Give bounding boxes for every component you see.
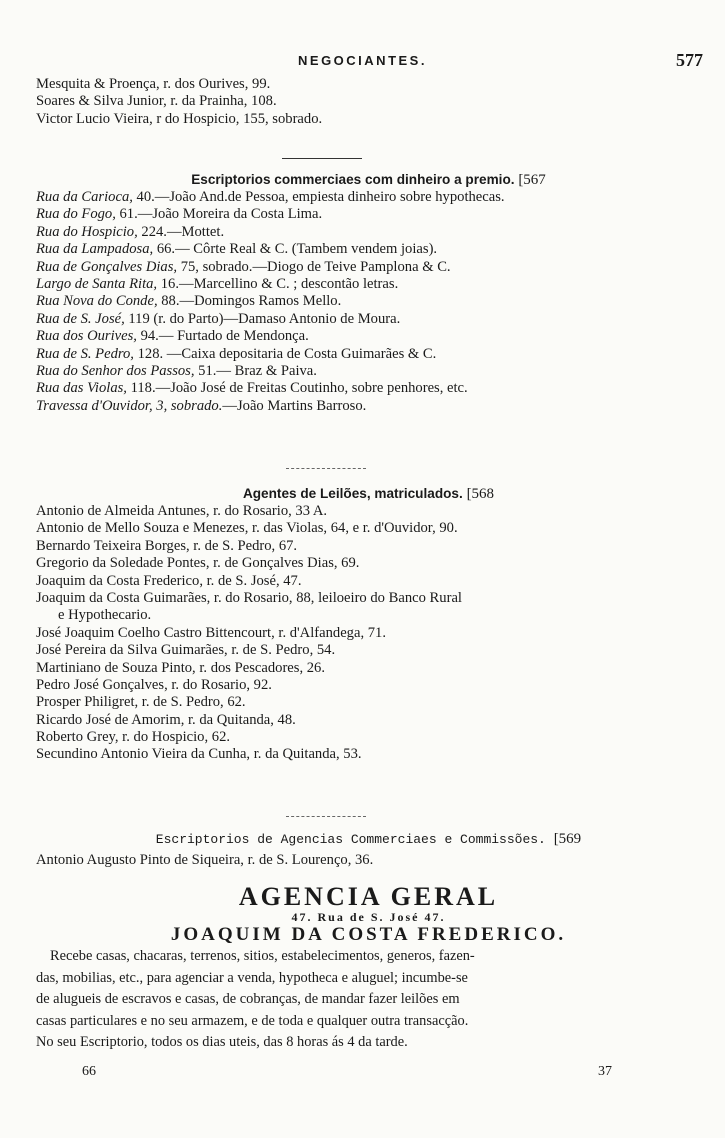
divider <box>286 816 366 818</box>
signature-mark-right: 37 <box>598 1064 612 1079</box>
list-item: Ricardo José de Amorim, r. da Quitanda, 48. <box>36 711 296 728</box>
paragraph-line: de alugueis de escravos e casas, de cobranças, de mandar fazer leilões em <box>36 991 460 1008</box>
street-name: Rua dos Ourives, <box>36 328 137 345</box>
street-name: Rua de Gonçalves Dias, <box>36 258 178 275</box>
street-name: Rua das Violas, <box>36 380 127 397</box>
entry-text: 118.—João José de Freitas Coutinho, sobre penhores, etc. <box>126 380 468 397</box>
section-premio <box>36 170 701 415</box>
list-item: José Joaquim Coelho Castro Bittencourt, r. d'Alfandega, 71. <box>36 624 386 641</box>
list-item: e Hypothecario. <box>58 607 152 624</box>
list-item: Antonio de Mello Souza e Menezes, r. das Violas, 64, e r. d'Ouvidor, 90. <box>36 520 458 537</box>
paragraph-line: No seu Escriptorio, todos os dias uteis, das 8 horas ás 4 da tarde. <box>36 1034 408 1051</box>
list-item: José Pereira da Silva Guimarães, r. de S. Pedro, 54. <box>36 642 336 659</box>
entry-text: 61.—João Moreira da Costa Lima. <box>115 206 323 223</box>
running-title: NEGOCIANTES. <box>298 53 427 68</box>
list-item: Antonio de Almeida Antunes, r. do Rosario, 33 A. <box>36 503 328 519</box>
list-item: Antonio Augusto Pinto de Siqueira, r. de S. Lourenço, 36. <box>36 852 374 868</box>
list-item: Mesquita & Proença, r. dos Ourives, 99. <box>36 76 271 92</box>
list-item: Prosper Philigret, r. de S. Pedro, 62. <box>36 694 246 711</box>
entry-text: 88.—Domingos Ramos Mello. <box>157 293 342 310</box>
page-header <box>0 50 725 72</box>
entry-text: 224.—Mottet. <box>137 223 225 240</box>
list-item: Bernardo Teixeira Borges, r. de S. Pedro, 67. <box>36 537 298 554</box>
list-item: Joaquim da Costa Frederico, r. de S. José, 47. <box>36 572 302 589</box>
list-item: Soares & Silva Junior, r. da Prainha, 108. <box>36 93 277 110</box>
page-footer <box>0 1064 725 1088</box>
advert-paragraph <box>36 946 701 1054</box>
divider <box>286 468 366 470</box>
entry-text: 94.— Furtado de Mendonça. <box>136 328 309 345</box>
advert-address: 47. Rua de S. José 47. <box>291 910 446 924</box>
section-title: Agentes de Leilões, matriculados. [568 <box>242 486 495 502</box>
street-name: Rua de S. José, <box>36 310 125 327</box>
street-name: Largo de Santa Rita, <box>36 275 158 292</box>
entry-text: 40.—João And.de Pessoa, empiesta dinheiro sobre hypothecas. <box>132 189 505 205</box>
entry-text: 51.— Braz & Paiva. <box>194 362 317 379</box>
list-item: Secundino Antonio Vieira da Cunha, r. da Quitanda, 53. <box>36 746 362 763</box>
street-name: Travessa d'Ouvidor, 3, sobrado. <box>36 397 223 414</box>
paragraph-line: casas particulares e no seu armazem, e de toda e qualquer outra transacção. <box>36 1012 469 1029</box>
entry-text: 16.—Marcellino & C. ; descontão letras. <box>157 275 399 292</box>
section-agencias <box>36 830 701 869</box>
street-name: Rua de S. Pedro, <box>36 345 134 362</box>
intro-list <box>36 76 701 128</box>
list-item: Roberto Grey, r. do Hospicio, 62. <box>36 729 231 746</box>
entry-text: —João Martins Barroso. <box>222 397 367 414</box>
section-leiloes <box>36 484 701 764</box>
street-name: Rua da Lampadosa, <box>36 241 154 258</box>
section-title: Escriptorios commerciaes com dinheiro a premio. [567 <box>191 172 546 188</box>
section-title: Escriptorios de Agencias Commerciaes e Commissões. [569 <box>155 831 582 847</box>
list-item: Victor Lucio Vieira, r do Hospicio, 155, sobrado. <box>36 110 323 127</box>
divider <box>282 158 362 160</box>
entry-text: 119 (r. do Parto)—Damaso Antonio de Moura. <box>124 310 401 327</box>
paragraph-line: Recebe casas, chacaras, terrenos, sitios, estabelecimentos, generos, fazen- <box>50 948 475 964</box>
street-name: Rua do Senhor dos Passos, <box>36 362 195 379</box>
street-name: Rua da Carioca, <box>36 189 133 205</box>
list-item: Pedro José Gonçalves, r. do Rosario, 92. <box>36 676 272 693</box>
entry-text: 66.— Côrte Real & C. (Tambem vendem joias). <box>153 241 438 258</box>
list-item: Martiniano de Souza Pinto, r. dos Pescadores, 26. <box>36 659 325 676</box>
advert-owner: JOAQUIM DA COSTA FREDERICO. <box>170 924 567 945</box>
entry-text: 128. —Caixa depositaria de Costa Guimarães & C. <box>133 345 437 362</box>
entry-text: 75, sobrado.—Diogo de Teive Pamplona & C. <box>177 258 451 275</box>
advert-name: AGENCIA GERAL <box>238 882 499 911</box>
page-number: 577 <box>676 50 703 70</box>
street-name: Rua do Hospicio, <box>36 223 138 240</box>
list-item: Joaquim da Costa Guimarães, r. do Rosario, 88, leiloeiro do Banco Rural <box>36 589 462 606</box>
list-item: Gregorio da Soledade Pontes, r. de Gonçalves Dias, 69. <box>36 555 360 572</box>
street-name: Rua Nova do Conde, <box>36 293 158 310</box>
paragraph-line: das, mobilias, etc., para agenciar a venda, hypotheca e aluguel; incumbe-se <box>36 969 468 986</box>
signature-mark-left: 66 <box>82 1064 96 1079</box>
advert <box>36 884 701 1054</box>
street-name: Rua do Fogo, <box>36 206 116 223</box>
